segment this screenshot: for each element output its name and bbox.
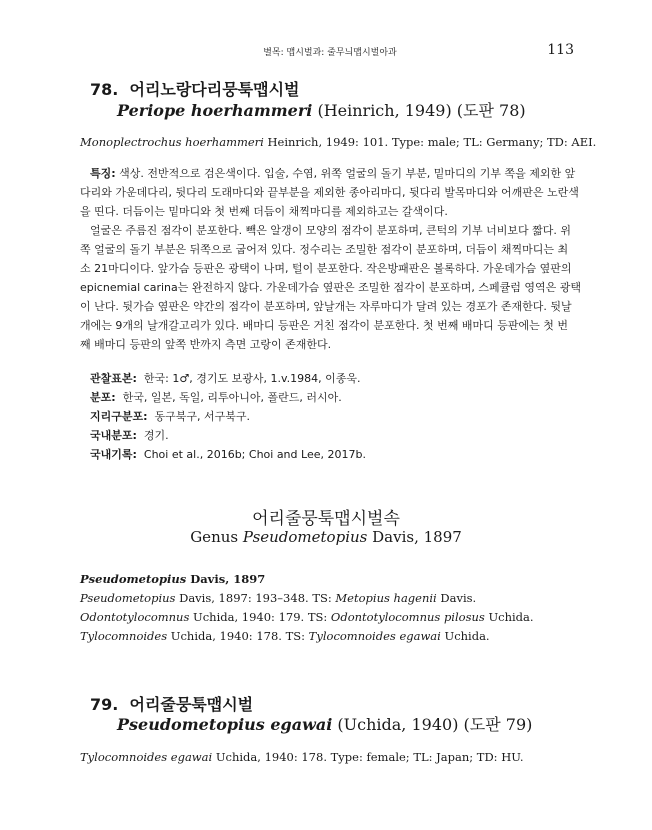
diagnosis-line: epicnemial carina는 완전하지 않다. 가운데가슴 옆판은 조밀한 점각이 분포하며, 스페큘럼 영역은 광택	[80, 281, 581, 294]
citation-genus: Monoplectrochus hoerhammeri	[80, 135, 264, 149]
plate-reference: (도판 78)	[456, 101, 526, 120]
citation-rest: Heinrich, 1949: 101. Type: male; TL: Germany; TD: AEI.	[267, 135, 597, 149]
species-sci-name: Pseudometopius egawai	[117, 715, 333, 734]
species-number: 79.	[90, 695, 119, 714]
synonym-line: Pseudometopius Davis, 1897: 193–348. TS: Metopius hagenii Davis.	[80, 591, 477, 605]
running-header: 별목: 맵시벌과: 줄무늬맵시벌아과	[263, 48, 397, 58]
record-korea-records: 국내기록: Choi et al., 2016b; Choi and Lee, 2017b.	[90, 448, 366, 461]
species-78-citation	[80, 135, 596, 149]
species-79-sci-line	[117, 712, 532, 735]
record-distribution: 분포: 한국, 일본, 독일, 리투아니아, 폴란드, 러시아.	[90, 391, 342, 404]
diagnosis-line: 째 배마디 등판의 앞쪽 반까지 측면 고랑이 존재한다.	[80, 338, 332, 351]
diagnosis-line: 을 띤다. 더듬이는 밑마디와 첫 번째 더듬이 채찍마디를 제외하고는 갈색이다.	[80, 205, 448, 218]
species-78-sci-line	[117, 98, 526, 121]
diagnosis-line: 쪽 얼굴의 돌기 부분은 뒤쪽으로 굽어져 있다. 정수리는 조밀한 점각이 분포하며, 더듬이 채찍마디는 최	[80, 243, 569, 256]
species-79-citation	[80, 750, 524, 764]
diagnosis-line: 소 21마디이다. 앞가슴 등판은 광택이 나며, 털이 분포한다. 작은방패판은 볼록하다. 가운데가슴 옆판의	[80, 262, 572, 275]
diagnosis-line: 개에는 9개의 날개갈고리가 있다. 배마디 등판은 거친 점각이 분포한다. 첫 번째 배마디 등판에는 첫 번	[80, 319, 568, 332]
page-number: 113	[547, 42, 574, 58]
diagnosis-label: 특징:	[90, 167, 116, 180]
plate-reference: (도판 79)	[463, 715, 533, 734]
species-korean-name: 어리노랑다리뭉툭맵시벌	[129, 80, 300, 99]
species-authority: (Uchida, 1940)	[337, 715, 459, 734]
records-block	[90, 369, 366, 464]
synonym-line: Tylocomnoides Uchida, 1940: 178. TS: Tylocomnoides egawai Uchida.	[80, 629, 490, 643]
species-korean-name: 어리줄뭉툭맵시벌	[129, 695, 254, 714]
genus-synonymy	[80, 570, 534, 646]
species-78-heading	[90, 77, 300, 100]
diagnosis-line: 다리와 가운데다리, 뒷다리 도래마디와 끝부분을 제외한 종아리마디, 뒷다리 발목마디와 어깨판은 노란색	[80, 186, 579, 199]
genus-sci-name: Pseudometopius	[242, 528, 368, 546]
record-korea-distribution: 국내분포: 경기.	[90, 429, 169, 442]
genus-sci-line: Genus Pseudometopius Davis, 1897	[190, 528, 462, 546]
diagnosis-line: 특징: 색상. 전반적으로 검은색이다. 입술, 수염, 위쪽 얼굴의 돌기 부분, 밑마디의 기부 쪽을 제외한 앞	[90, 167, 576, 180]
record-zoogeography: 지리구분포: 동구북구, 서구북구.	[90, 410, 251, 423]
species-sci-name: Periope hoerhammeri	[117, 101, 313, 120]
record-examined: 관찰표본: 한국: 1♂, 경기도 보광사, 1.v.1984, 이종욱.	[90, 372, 361, 385]
diagnosis-line: 얼굴은 주름진 점각이 분포한다. 빽은 알갱이 모양의 점각이 분포하며, 큰턱의 기부 너비보다 짧다. 위	[90, 224, 571, 237]
genus-korean-name: 어리줄뭉툭맵시벌속	[252, 509, 400, 529]
diagnosis-block	[80, 164, 581, 354]
citation-rest: Uchida, 1940: 178. Type: female; TL: Japan; TD: HU.	[215, 750, 524, 764]
species-authority: (Heinrich, 1949)	[317, 101, 452, 120]
genus-heading: Pseudometopius Davis, 1897	[80, 572, 266, 586]
diagnosis-line: 이 난다. 뒷가슴 옆판은 약간의 점각이 분포하며, 앞날개는 자루마디가 달려 있는 경포가 존재한다. 뒷날	[80, 300, 572, 313]
species-number: 78.	[90, 80, 119, 99]
synonym-line: Odontotylocomnus Uchida, 1940: 179. TS: Odontotylocomnus pilosus Uchida.	[80, 610, 534, 624]
citation-genus: Tylocomnoides egawai	[80, 750, 213, 764]
